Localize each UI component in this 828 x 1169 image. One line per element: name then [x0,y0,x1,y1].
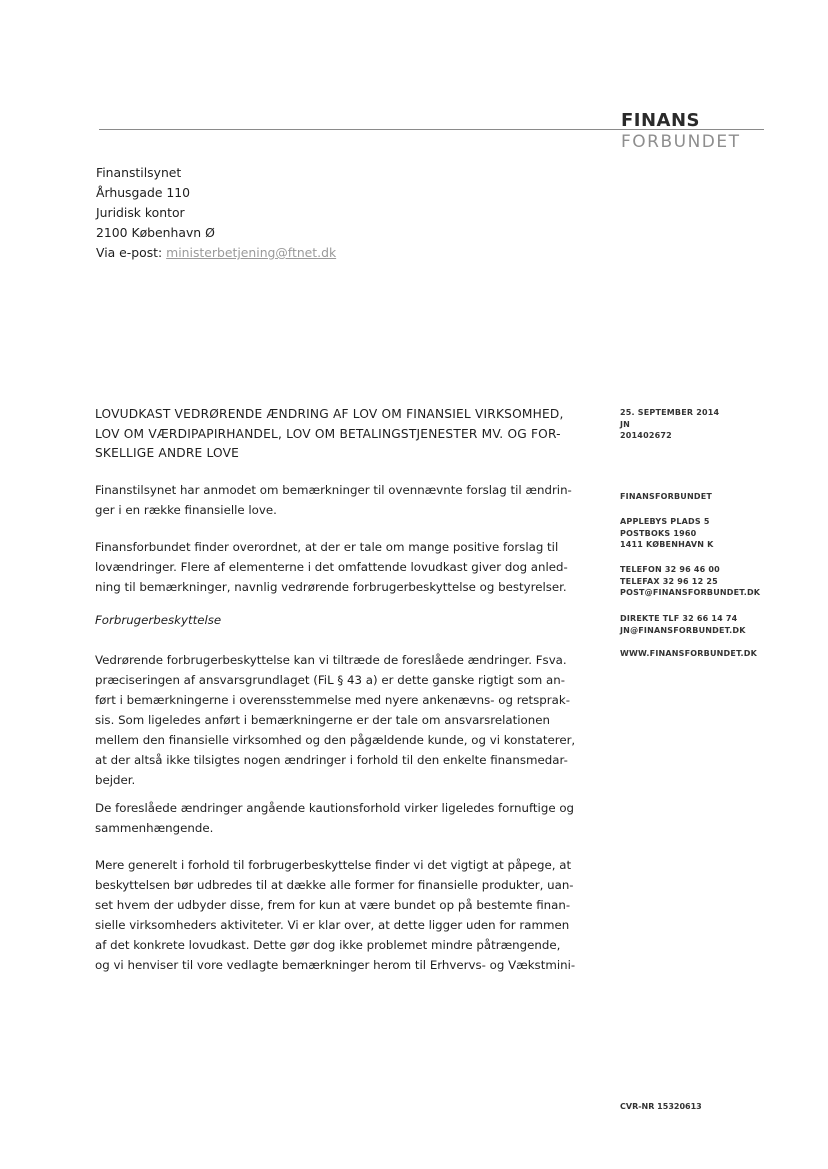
paragraph-4 [95,798,587,838]
recipient-name: Finanstilsynet [96,165,182,180]
logo-finans: FINANS [621,110,701,131]
sender-direct-phone: DIREKTE TLF 32 66 14 74 [620,614,738,623]
text-line: set hvem der udbyder disse, frem for kun at være bundet op på bestemte finan- [95,898,571,912]
text-line: sammenhængende. [95,821,214,835]
subject-line: SKELLIGE ANDRE LOVE [95,446,240,460]
text-line: Finanstilsynet har anmodet om bemærkninger til ovennævnte forslag til ændrin- [95,483,572,497]
letter-reference: 201402672 [620,431,672,440]
sender-fax: TELEFAX 32 96 12 25 [620,576,718,586]
letter-date: 25. SEPTEMBER 2014 [620,408,720,417]
sender-name: FINANSFORBUNDET [620,492,713,501]
text-line: Vedrørende forbrugerbeskyttelse kan vi tiltræde de foreslåede ændringer. Fsva. [95,653,567,667]
letter-meta [620,407,719,442]
sender-address [620,516,714,551]
subject-line: LOV OM VÆRDIPAPIRHANDEL, LOV OM BETALINGSTJENESTER MV. OG FOR- [95,426,561,441]
section-heading: Forbrugerbeskyttelse [95,613,222,627]
text-line: præciseringen af ansvarsgrundlaget (FiL § 43 a) er dette ganske rigtigt som an- [95,673,565,687]
text-line: bejder. [95,773,136,787]
sender-email: POST@FINANSFORBUNDET.DK [620,588,761,597]
text-line: beskyttelsen bør udbredes til at dække alle former for finansielle produkter, uan- [95,878,574,892]
text-line: og vi henviser til vore vedlagte bemærkninger herom til Erhvervs- og Vækstmini- [95,958,576,972]
text-line: Mere generelt i forhold til forbrugerbeskyttelse finder vi det vigtigt at påpege, at [95,858,572,872]
text-line: sis. Som ligeledes anført i bemærkningerne er der tale om ansvarsrelationen [95,713,550,727]
sender-direct [620,613,746,636]
paragraph-1 [95,480,587,520]
email-prefix: Via e-post: [96,245,167,260]
paragraph-5 [95,855,587,975]
paragraph-3 [95,650,587,790]
sender-direct-email: JN@FINANSFORBUNDET.DK [620,625,746,635]
text-line: mellem den finansielle virksomhed og den pågældende kunde, og vi konstaterer, [95,733,576,747]
text-line: lovændringer. Flere af elementerne i det omfattende lovudkast giver dog anled- [95,560,568,574]
text-line: sielle virksomheders aktiviteter. Vi er klar over, at dette ligger uden for rammen [95,918,570,932]
recipient-city: 2100 København Ø [96,225,215,240]
sender-contact [620,564,760,599]
sender-pobox: POSTBOKS 1960 [620,528,697,538]
cvr-number: CVR-NR 15320613 [620,1102,702,1111]
logo-forbundet: FORBUNDET [621,132,741,152]
text-line: De foreslåede ændringer angående kautionsforhold virker ligeledes fornuftige og [95,801,575,815]
subject-line: LOVUDKAST VEDRØRENDE ÆNDRING AF LOV OM FINANSIEL VIRKSOMHED, [95,407,564,421]
sender-city: 1411 KØBENHAVN K [620,540,714,549]
paragraph-2 [95,537,587,597]
sender-website: WWW.FINANSFORBUNDET.DK [620,649,757,658]
subject-heading [95,405,595,464]
text-line: ført i bemærkningerne i overensstemmelse med nyere ankenævns- og retsprak- [95,693,570,707]
sender-street: APPLEBYS PLADS 5 [620,517,710,526]
text-line: ning til bemærkninger, navnlig vedrørende forbrugerbeskyttelse og bestyrelser. [95,580,567,594]
text-line: ger i en række finansielle love. [95,503,277,517]
recipient-email-line [96,243,336,263]
recipient-address [96,163,336,263]
letter-initials: JN [620,419,631,429]
text-line: af det konkrete lovudkast. Dette gør dog ikke problemet mindre påtrængende, [95,938,561,952]
recipient-department: Juridisk kontor [96,205,185,220]
text-line: Finansforbundet finder overordnet, at der er tale om mange positive forslag til [95,540,559,554]
recipient-street: Århusgade 110 [96,185,191,200]
sender-phone: TELEFON 32 96 46 00 [620,565,720,574]
recipient-email-link[interactable]: ministerbetjening@ftnet.dk [166,245,337,260]
text-line: at der altså ikke tilsigtes nogen ændringer i forhold til den enkelte finansmedar- [95,753,568,767]
